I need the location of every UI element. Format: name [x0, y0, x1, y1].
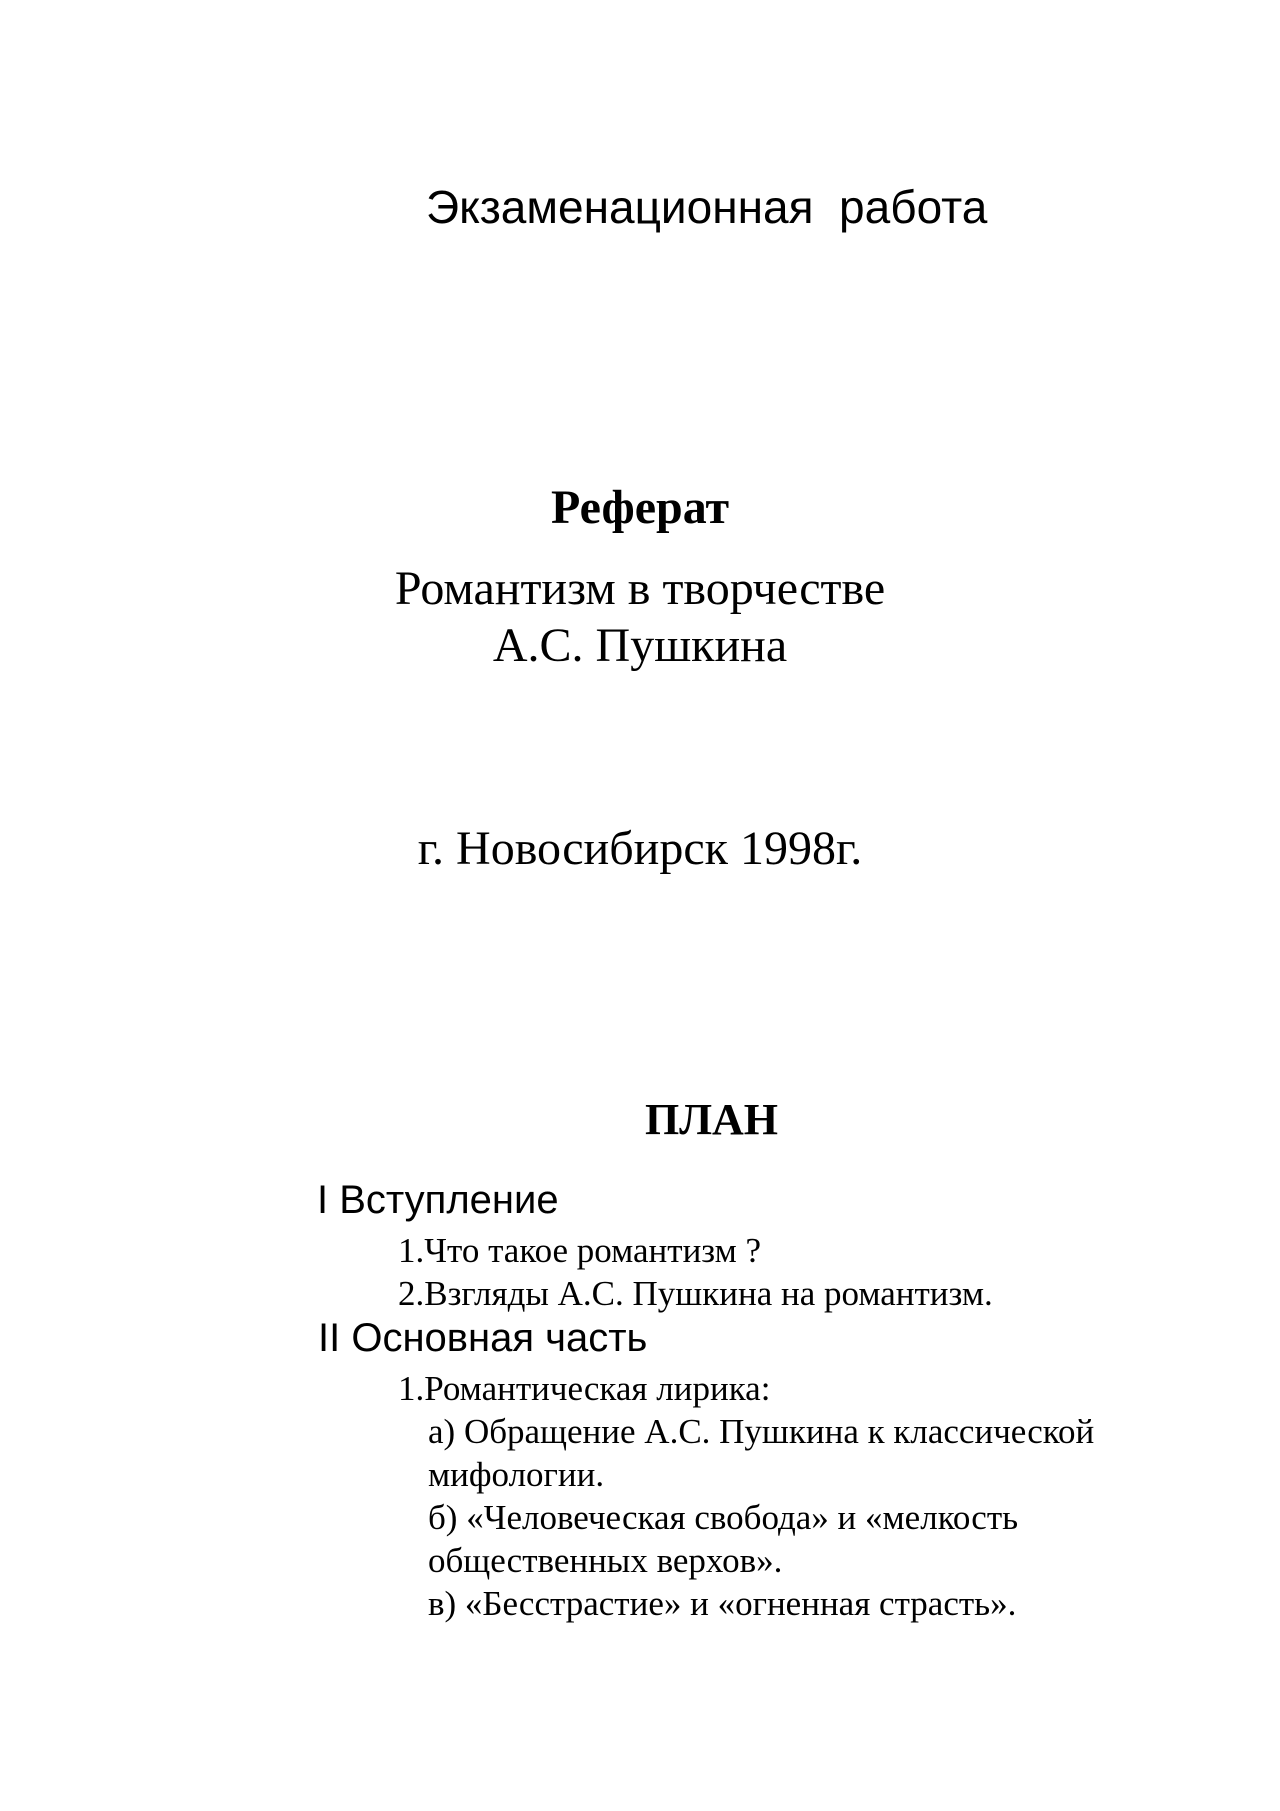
- exam-label: Экзаменационная работа: [426, 181, 988, 233]
- plan-subitem-b-cont: общественных верхов».: [428, 1541, 783, 1580]
- plan-section-2-title: II Основная часть: [318, 1316, 648, 1360]
- plan-subitem-a: а) Обращение А.С. Пушкина к классической: [428, 1412, 1095, 1451]
- plan-subitem-b: б) «Человеческая свобода» и «мелкость: [428, 1498, 1019, 1537]
- document-type-title: Реферат: [550, 481, 730, 534]
- plan-item-1-1: 1.Что такое романтизм ?: [398, 1231, 762, 1270]
- plan-subitem-c: в) «Бесстрастие» и «огненная страсть».: [428, 1584, 1017, 1623]
- plan-section-1-title: I Вступление: [317, 1178, 559, 1222]
- plan-subitem-a-cont: мифологии.: [428, 1455, 605, 1494]
- plan-item-2-1: 1.Романтическая лирика:: [398, 1369, 771, 1408]
- city-year: г. Новосибирск 1998г.: [417, 822, 863, 875]
- topic-line-2: А.С. Пушкина: [492, 619, 788, 672]
- plan-heading: ПЛАН: [645, 1095, 779, 1144]
- plan-item-1-2: 2.Взгляды А.С. Пушкина на романтизм.: [398, 1274, 993, 1313]
- topic-line-1: Романтизм в творчестве: [394, 562, 886, 615]
